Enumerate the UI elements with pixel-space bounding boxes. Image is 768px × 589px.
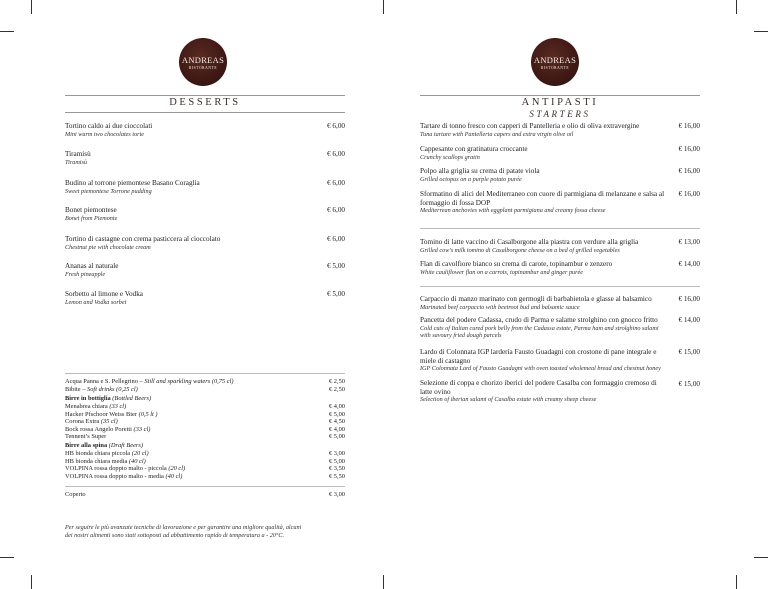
menu-item-price: € 16,00 xyxy=(678,145,700,153)
beer-size: (35 cl) xyxy=(100,418,118,426)
menu-item xyxy=(65,179,295,195)
beer-name: Hacker Pfschoor Weiss Bier xyxy=(65,410,139,418)
menu-item-price: € 6,00 xyxy=(327,122,345,130)
beer-size: (33 cl) xyxy=(133,425,151,433)
menu-item xyxy=(65,235,295,251)
water-label: Acqua Panna e S. Pellegrino – xyxy=(65,378,143,385)
water-english: Still and sparkling waters (0,75 cl) xyxy=(144,378,234,385)
beer-line xyxy=(65,433,106,440)
menu-item-english: Grilled cow's milk tomino di Casalborgone cheese on a bed of grilled vegetables xyxy=(420,246,620,254)
menu-item xyxy=(65,150,295,166)
beer-size: (0,5 lt ) xyxy=(138,410,158,418)
beer-line xyxy=(65,450,149,457)
beer-name: HB bionda chiara media xyxy=(65,457,129,465)
bottled-title: Birre in bottiglia xyxy=(65,395,111,402)
divider xyxy=(420,228,700,229)
desserts-title: DESSERTS xyxy=(169,97,241,108)
crop-mark xyxy=(31,575,32,589)
footnote-line: Per seguire le più avanzate tecniche di lavorazione e per garantire una migliore qualità, alcuni xyxy=(65,524,302,531)
menu-item-name: Pancetta del podere Cadassa, crudo di Parma e salame strolghino con gnocco fritto xyxy=(420,316,658,324)
soft-price: € 2,50 xyxy=(329,386,345,393)
crop-mark xyxy=(736,0,737,14)
beer-price: € 4,00 xyxy=(329,425,345,433)
logo-subtitle: RISTORANTE xyxy=(540,66,570,70)
menu-item-english: Crunchy scallops gratin xyxy=(420,153,480,161)
divider xyxy=(65,373,345,374)
beer-price: € 5,00 xyxy=(329,433,345,441)
antipasti-title: ANTIPASTI xyxy=(521,97,599,108)
menu-item-price: € 6,00 xyxy=(327,235,345,243)
beer-line xyxy=(65,465,185,472)
menu-item xyxy=(420,238,670,254)
menu-item-english: Mini warm two chocolates torte xyxy=(65,130,145,138)
logo-name: ANDREAS xyxy=(181,55,225,65)
water-price: € 2,50 xyxy=(329,378,345,385)
beer-size: (40 cl) xyxy=(128,457,146,465)
menu-item xyxy=(420,348,670,373)
beer-price: € 3,00 xyxy=(329,450,345,457)
beer-price: € 4,50 xyxy=(329,418,345,426)
menu-item-name: Selezione di coppa e chorizo iberici del podere Casalba con formaggio cremoso di latte ovino xyxy=(420,379,657,396)
menu-item-name: Polpo alla griglia su crema di patate viola xyxy=(420,167,540,175)
menu-item-name: Tortino di castagne con crema pasticcera al cioccolato xyxy=(65,235,221,243)
menu-item-name: Flan di cavolfiore bianco su crema di carote, topinambur e zenzero xyxy=(420,260,613,268)
menu-item-english: Cold cuts of Italian cured pork belly from the Cadassa estate, Parma ham and strolghino salami with savoury fried dough parcels xyxy=(420,324,659,340)
menu-item-english: Tuna tartare with Pantelleria capers and extra virgin olive oil xyxy=(420,130,574,138)
soft-label: Bibite – xyxy=(65,386,86,393)
menu-item xyxy=(65,262,295,278)
beer-price: € 5,00 xyxy=(329,410,345,418)
bottled-heading xyxy=(65,395,151,402)
menu-item-price: € 16,00 xyxy=(678,190,700,198)
crop-mark xyxy=(0,31,14,32)
menu-item-english: Lemon and Vodka sorbet xyxy=(65,298,127,306)
logo-subtitle: RISTORANTE xyxy=(188,66,218,70)
divider xyxy=(420,286,700,287)
beer-price: € 3,50 xyxy=(329,465,345,473)
menu-item-english: Fresh pineapple xyxy=(65,270,106,278)
menu-item xyxy=(420,145,670,161)
menu-item-price: € 6,00 xyxy=(327,179,345,187)
beer-size: (40 cl) xyxy=(165,472,183,480)
menu-item xyxy=(420,379,670,404)
beer-size: (20 cl) xyxy=(168,465,186,473)
beer-size: (33 cl) xyxy=(109,403,127,410)
menu-item-price: € 14,00 xyxy=(678,260,700,268)
footnote-line: dei nostri alimenti sono stati sottoposti ad abbattimento rapido di temperatura a - 20°C. xyxy=(65,532,285,539)
beer-line xyxy=(65,403,126,410)
antipasti-subtitle: STARTERS xyxy=(529,109,591,119)
divider xyxy=(65,486,345,487)
crop-mark xyxy=(0,557,14,558)
menu-item-name: Budino al torrone piemontese Basano Coraglia xyxy=(65,179,200,187)
menu-item-english: Tiramisù xyxy=(65,158,88,166)
crop-mark xyxy=(736,575,737,589)
bottled-english: (Bottled Beers) xyxy=(112,395,152,402)
crop-mark xyxy=(383,0,384,14)
restaurant-logo-left xyxy=(179,38,227,86)
menu-item xyxy=(65,122,295,138)
beer-line xyxy=(65,411,158,418)
menu-item xyxy=(65,290,295,306)
beer-name: Menabrea chiara xyxy=(65,403,110,410)
beer-price: € 4,00 xyxy=(329,403,345,410)
water-line xyxy=(65,378,233,385)
menu-item-english: Selection of iberian salami of Casalba estate with creamy sheep cheese xyxy=(420,396,597,404)
menu-item xyxy=(420,167,670,183)
menu-item-english: White cauliflower flan on a carrots, topinambur and ginger purée xyxy=(420,268,584,276)
logo-name: ANDREAS xyxy=(533,55,577,65)
menu-item-english: IGP Colonnata Lard of Fausto Guadagni with oven toasted wholemeal bread and chestnut honey xyxy=(420,365,661,373)
menu-item-name: Tortino caldo ai due cioccolati xyxy=(65,122,153,130)
divider xyxy=(420,95,700,96)
menu-item-english: Grilled octopus on a purple potato purée xyxy=(420,175,522,183)
menu-item-price: € 6,00 xyxy=(327,206,345,214)
menu-item-english: Bonet from Piemonte xyxy=(65,214,118,222)
menu-item-price: € 15,00 xyxy=(678,380,700,388)
draft-title: Birre alla spina xyxy=(65,442,108,449)
menu-item xyxy=(420,260,670,276)
beer-line xyxy=(65,473,182,480)
menu-item-name: Tiramisù xyxy=(65,150,91,158)
menu-item xyxy=(420,295,670,311)
crop-mark xyxy=(383,575,384,589)
soft-english: Soft drinks (0,25 cl) xyxy=(87,386,138,393)
menu-item-name: Cappesante con gratinatura croccante xyxy=(420,145,528,153)
menu-item-english: Mediterrean anchovies with eggplant parmigiana and creamy fossa cheese xyxy=(420,207,606,215)
beer-line xyxy=(65,418,118,425)
crop-mark xyxy=(754,31,768,32)
footnote xyxy=(65,524,355,540)
coperto-label: Coperto xyxy=(65,491,86,498)
beer-name: VOLPINA rossa doppio malto - piccola xyxy=(65,465,169,473)
soft-line xyxy=(65,386,138,393)
menu-item xyxy=(65,206,295,222)
coperto-price: € 3,00 xyxy=(329,491,345,498)
draft-heading xyxy=(65,442,143,449)
beer-price: € 5,00 xyxy=(329,457,345,465)
menu-item-name: Tomino di latte vaccino di Casalborgone alla piastra con verdure alla griglia xyxy=(420,238,639,246)
crop-mark xyxy=(31,0,32,14)
menu-item-price: € 16,00 xyxy=(678,122,700,130)
menu-item-name: Tartare di tonno fresco con capperi di Pantelleria e olio di oliva extravergine xyxy=(420,122,640,130)
beer-name: Bock rossa Angelo Poretti xyxy=(65,425,134,433)
draft-english: (Draft Beers) xyxy=(108,442,144,449)
menu-item-english: Chestnut pie with chocolate cream xyxy=(65,243,151,251)
beer-name: HB bionda chiara piccola xyxy=(65,450,132,457)
beer-price: € 5,50 xyxy=(329,472,345,480)
menu-item xyxy=(420,316,670,340)
crop-mark xyxy=(754,557,768,558)
menu-item-name: Lardo di Colonnata IGP lardería Fausto Guadagni con crostone di pane integrale e miele di castagno xyxy=(420,348,657,365)
menu-item-price: € 15,00 xyxy=(678,348,700,356)
beer-name: Tennent’s Super xyxy=(65,433,107,441)
menu-item-price: € 16,00 xyxy=(678,167,700,175)
menu-item xyxy=(420,122,670,138)
menu-item-name: Ananas al naturale xyxy=(65,262,119,270)
menu-item-price: € 6,00 xyxy=(327,150,345,158)
menu-item-price: € 14,00 xyxy=(678,316,700,324)
menu-item-name: Carpaccio di manzo marinato con germogli di barbabietola e glasse al balsamico xyxy=(420,295,652,303)
menu-item-price: € 13,00 xyxy=(678,238,700,246)
divider xyxy=(65,112,345,113)
divider xyxy=(65,95,345,96)
beer-line xyxy=(65,426,150,433)
beer-name: Corona Extra xyxy=(65,418,101,426)
menu-item-name: Sformatino di alici del Mediterraneo con cuore di parmigiana di melanzane e salsa al formaggio di fossa DOP xyxy=(420,190,665,207)
menu-item-price: € 5,00 xyxy=(327,262,345,270)
menu-item-english: Marinated beef carpaccio with beetroot bud and balsamic sauce xyxy=(420,303,580,311)
menu-item-price: € 5,00 xyxy=(327,290,345,298)
beer-name: VOLPINA rossa doppio malto - media xyxy=(65,472,166,480)
menu-item xyxy=(420,190,670,215)
menu-item-name: Bonet piemontese xyxy=(65,206,117,214)
menu-item-name: Sorbetto al limone e Vodka xyxy=(65,290,143,298)
menu-item-english: Sweet piemontese Torrone pudding xyxy=(65,187,152,195)
beer-size: (20 cl) xyxy=(131,450,149,457)
beer-line xyxy=(65,458,146,465)
restaurant-logo-right xyxy=(531,38,579,86)
menu-item-price: € 16,00 xyxy=(678,295,700,303)
